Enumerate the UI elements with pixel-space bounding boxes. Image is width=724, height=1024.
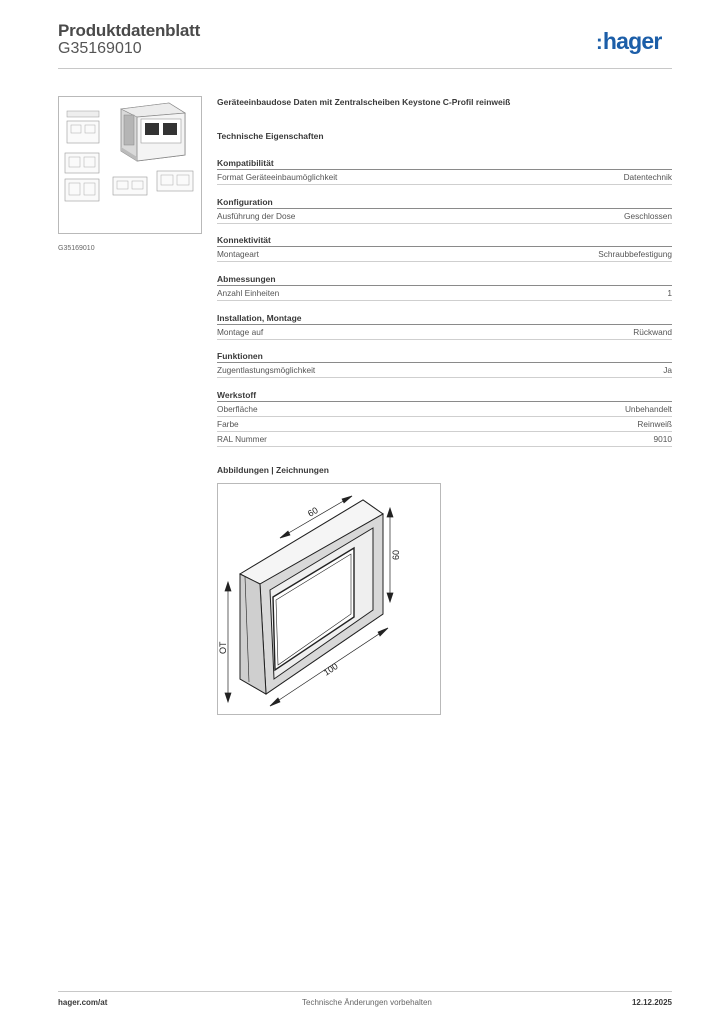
property-row	[217, 286, 672, 301]
property-label: Montage auf	[217, 327, 264, 337]
property-row	[217, 402, 672, 417]
section-heading: Konnektivität	[217, 234, 672, 247]
photo-caption: G35169010	[58, 245, 95, 252]
product-description: Geräteeinbaudose Daten mit Zentralscheiben Keystone C-Profil reinweiß	[217, 97, 511, 107]
property-value: Ja	[663, 365, 672, 375]
page-title: Produktdatenblatt	[58, 21, 201, 40]
section-installation-montage	[217, 312, 672, 340]
property-value: 1	[667, 288, 672, 298]
product-photo	[58, 96, 202, 234]
section-konfiguration	[217, 196, 672, 224]
property-row	[217, 247, 672, 262]
header-divider	[58, 68, 672, 69]
product-photo-illustration	[59, 97, 201, 233]
property-row	[217, 432, 672, 447]
property-value: Rückwand	[633, 327, 672, 337]
hager-logo: :hager	[596, 28, 662, 54]
section-funktionen	[217, 350, 672, 378]
section-werkstoff	[217, 389, 672, 447]
property-label: Format Geräteeinbaumöglichkeit	[217, 172, 338, 182]
property-label: Montageart	[217, 249, 259, 259]
section-konnektivitaet	[217, 234, 672, 262]
section-kompatibilitaet	[217, 157, 672, 185]
property-row	[217, 363, 672, 378]
article-number: G35169010	[58, 40, 142, 57]
logo-text: hager	[602, 28, 662, 54]
properties-title: Technische Eigenschaften	[217, 131, 324, 141]
property-value: Datentechnik	[623, 172, 672, 182]
footer-date: 12.12.2025	[631, 998, 672, 1007]
frame-dimension-drawing	[218, 484, 440, 714]
property-label: Farbe	[217, 419, 239, 429]
dim-depth-left: OT	[218, 641, 228, 654]
property-value: 9010	[653, 434, 672, 444]
property-row	[217, 417, 672, 432]
property-label: RAL Nummer	[217, 434, 267, 444]
section-heading: Abmessungen	[217, 273, 672, 286]
property-row	[217, 170, 672, 185]
dim-width-top: 60	[306, 505, 320, 519]
property-label: Anzahl Einheiten	[217, 288, 280, 298]
property-value: Reinweiß	[637, 419, 672, 429]
dimension-drawing	[217, 483, 441, 715]
dim-width-bottom: 100	[321, 661, 340, 678]
section-abmessungen	[217, 273, 672, 301]
property-value: Unbehandelt	[624, 404, 672, 414]
property-row	[217, 325, 672, 340]
property-label: Oberfläche	[217, 404, 258, 414]
property-label: Ausführung der Dose	[217, 211, 296, 221]
section-heading: Funktionen	[217, 350, 672, 363]
property-label: Zugentlastungsmöglichkeit	[217, 365, 316, 375]
section-heading: Werkstoff	[217, 389, 672, 402]
footer-note: Technische Änderungen vorbehalten	[302, 998, 432, 1007]
property-value: Geschlossen	[624, 211, 672, 221]
section-heading: Konfiguration	[217, 196, 672, 209]
dim-height-right: 60	[391, 549, 401, 560]
section-heading: Kompatibilität	[217, 157, 672, 170]
property-value: Schraubbefestigung	[598, 249, 672, 259]
property-row	[217, 209, 672, 224]
footer-divider	[58, 991, 672, 992]
section-heading: Installation, Montage	[217, 312, 672, 325]
footer-website[interactable]: hager.com/at	[58, 998, 108, 1007]
drawings-title: Abbildungen | Zeichnungen	[217, 465, 329, 475]
